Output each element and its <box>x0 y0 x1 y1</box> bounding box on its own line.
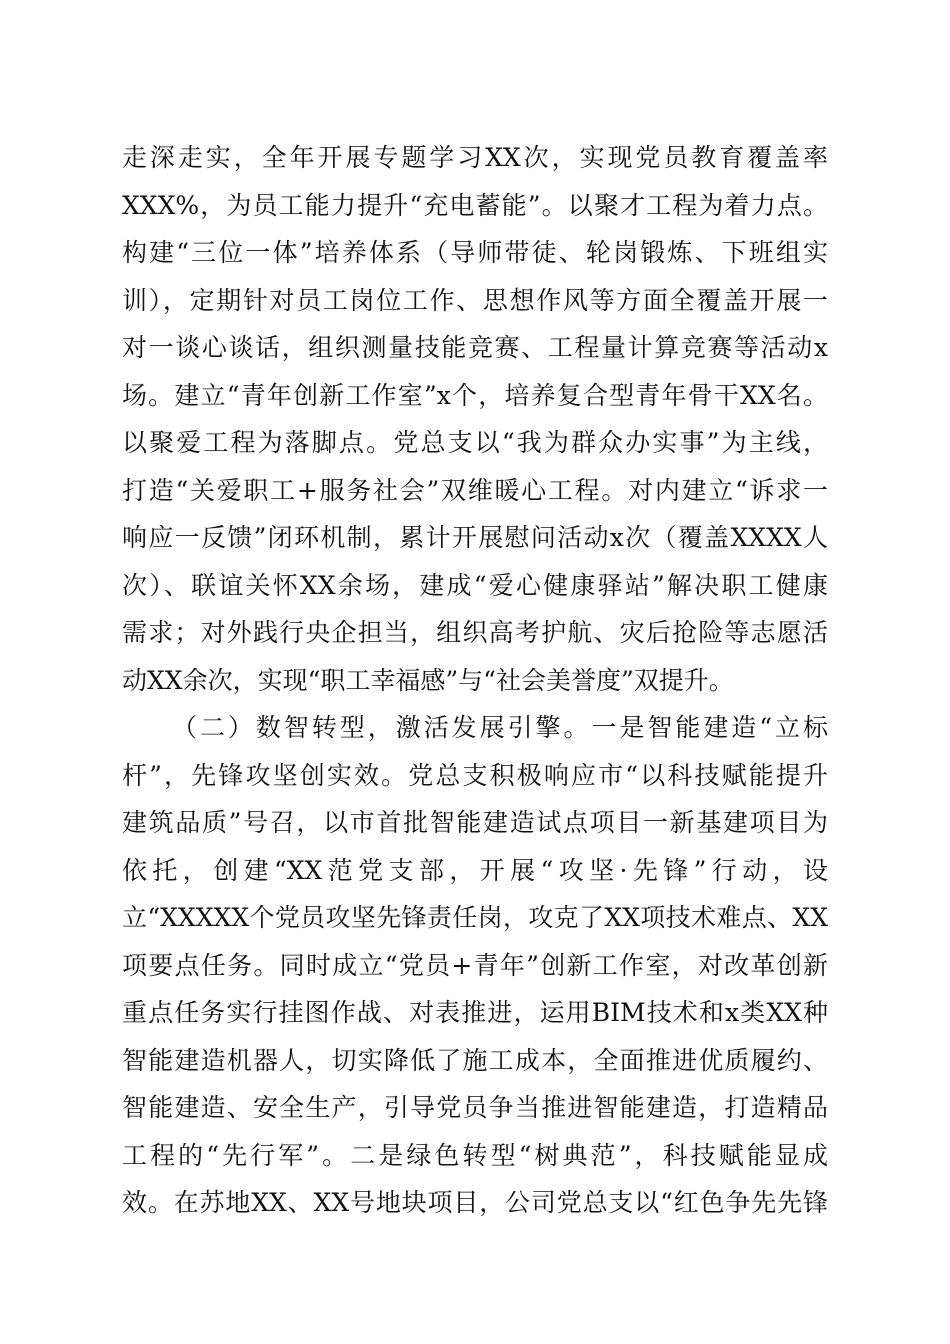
text-line: 建筑品质”号召，以市首批智能建造试点项目一新基建项目为 <box>122 808 828 837</box>
text-line: 工程的“先行军”。二是绿色转型“树典范”，科技赋能显成 <box>122 1141 828 1170</box>
text-line: 打造“关爱职工+服务社会”双维暖心工程。对内建立“诉求一 <box>122 476 828 505</box>
text-line: 次）、联谊关怀XX余场，建成“爱心健康驿站”解决职工健康 <box>122 571 828 600</box>
text-line: 以聚爱工程为落脚点。党总支以“我为群众办实事”为主线， <box>122 428 828 457</box>
text-line: 智能建造、安全生产，引导党员争当推进智能建造，打造精品 <box>122 1093 828 1122</box>
text-line: 项要点任务。同时成立“党员+青年”创新工作室，对改革创新 <box>122 951 828 980</box>
text-line: XXX%，为员工能力提升“充电蓄能”。以聚才工程为着力点。 <box>122 191 828 220</box>
text-line: 构建“三位一体”培养体系（导师带徒、轮岗锻炼、下班组实 <box>122 238 828 267</box>
text-line-paragraph-start: （二）数智转型，激活发展引擎。一是智能建造“立标 <box>172 713 828 742</box>
text-line: 场。建立“青年创新工作室”x个，培养复合型青年骨干XX名。 <box>122 381 828 410</box>
text-line: 效。在苏地XX、XX号地块项目，公司党总支以“红色争先先锋 <box>122 1188 828 1217</box>
text-line: 立“XXXXX个党员攻坚先锋责任岗，攻克了XX项技术难点、XX <box>122 903 828 932</box>
text-line: 智能建造机器人，切实降低了施工成本，全面推进优质履约、 <box>122 1046 828 1075</box>
text-line: 走深走实，全年开展专题学习XX次，实现党员教育覆盖率 <box>122 143 828 172</box>
text-line: 对一谈心谈话，组织测量技能竞赛、工程量计算竞赛等活动x <box>122 333 828 362</box>
text-line: 响应一反馈”闭环机制，累计开展慰问活动x次（覆盖XXXX人 <box>122 523 828 552</box>
text-line: 训），定期针对员工岗位工作、思想作风等方面全覆盖开展一 <box>122 286 828 315</box>
text-line: 依托，创建“XX范党支部，开展“攻坚·先锋”行动，设 <box>122 856 828 885</box>
text-line: 重点任务实行挂图作战、对表推进，运用BIM技术和x类XX种 <box>122 998 828 1027</box>
text-line: 需求；对外践行央企担当，组织高考护航、灾后抢险等志愿活 <box>122 618 828 647</box>
text-line: 杆”，先锋攻坚创实效。党总支积极响应市“以科技赋能提升 <box>122 761 828 790</box>
text-line-paragraph-end: 动XX余次，实现“职工幸福感”与“社会美誉度”双提升。 <box>122 666 734 695</box>
